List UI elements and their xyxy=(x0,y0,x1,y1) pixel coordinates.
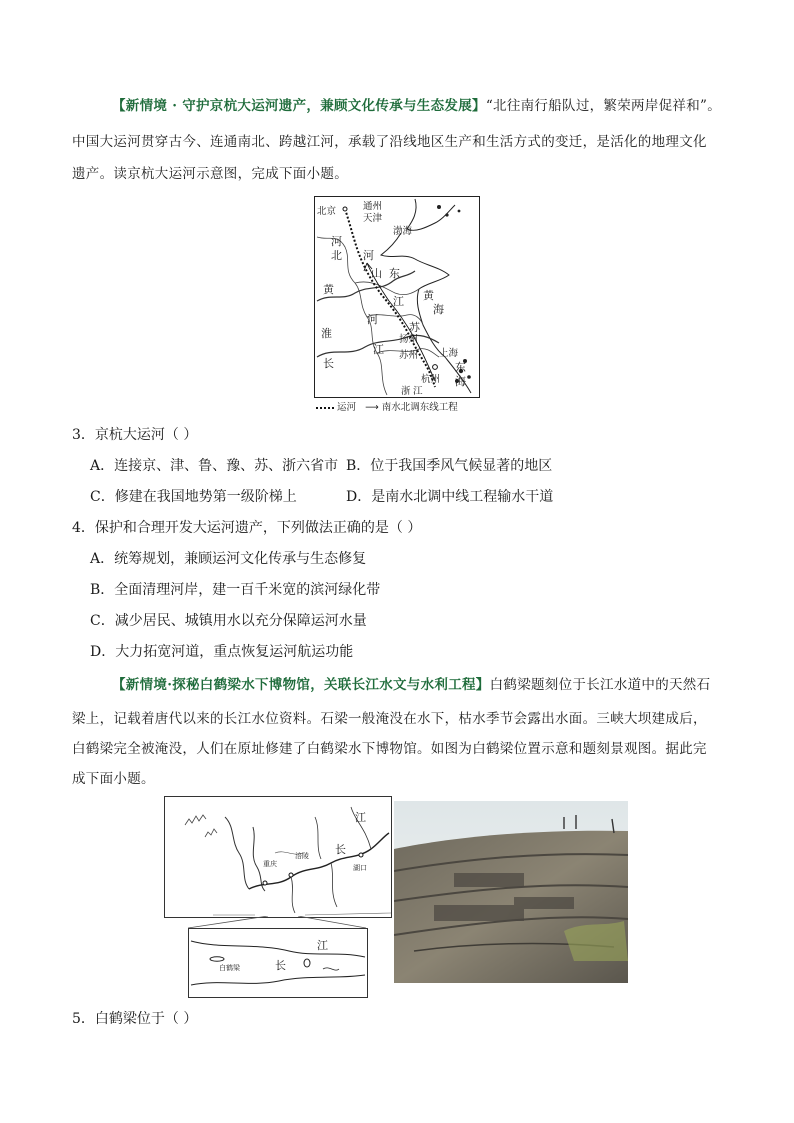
intro2-line1 xyxy=(112,672,752,699)
intro2-tag: 【新情境·探秘白鹤梁水下博物馆，关联长江水文与水利工程】 xyxy=(112,677,490,693)
grand-canal-map xyxy=(314,196,480,398)
q3-stem: 3．京杭大运河（ ） xyxy=(72,427,198,443)
label-he-2: 河 xyxy=(367,313,378,326)
yangtze-location-map xyxy=(164,796,392,918)
map2-label-chang: 长 xyxy=(335,843,346,856)
label-hangzhou: 杭州 xyxy=(421,374,441,385)
map3-label-jiang: 江 xyxy=(317,939,328,952)
label-donghai-2: 海 xyxy=(455,375,466,388)
q5-stem: 5．白鹤梁位于（ ） xyxy=(72,1011,198,1027)
label-huai: 淮 xyxy=(321,327,332,340)
q4-option-a[interactable]: A．统筹规划，兼顾运河文化传承与生态修复 xyxy=(90,551,367,567)
legend-canal-label: 运河 xyxy=(337,402,357,413)
label-huanghai-1: 黄 xyxy=(423,289,434,302)
label-shanghai: 上海 xyxy=(439,348,459,359)
baiheliang-zoom-map xyxy=(188,928,368,998)
intro2-line4: 成下面小题。 xyxy=(72,771,155,787)
label-chang: 长 xyxy=(323,357,334,370)
map3-label-baiheliang: 白鹤梁 xyxy=(219,964,240,972)
legend-project-label: 南水北调东线工程 xyxy=(381,402,458,413)
map2-label-fuling: 涪陵 xyxy=(295,852,309,860)
intro2-line2: 梁上，记载着唐代以来的长江水位资料。石梁一般淹没在水下，枯水季节会露出水面。三峡大坝建成后， xyxy=(72,711,707,727)
canal-legend-icon xyxy=(316,407,334,409)
q4-option-d[interactable]: D．大力拓宽河道，重点恢复运河航运功能 xyxy=(90,644,354,660)
intro1-line3: 遗产。读京杭大运河示意图，完成下面小题。 xyxy=(72,166,348,182)
label-shandong-2: 东 xyxy=(389,267,400,280)
q4-stem: 4．保护和合理开发大运河遗产，下列做法正确的是（ ） xyxy=(72,520,422,536)
label-huanghai-2: 海 xyxy=(433,303,444,316)
label-su: 苏 xyxy=(409,321,420,334)
intro1-tag: 【新情境 · 守护京杭大运河遗产，兼顾文化传承与生态发展】 xyxy=(112,98,486,114)
label-bohai: 渤海 xyxy=(393,226,413,237)
q4-option-c[interactable]: C．减少居民、城镇用水以充分保障运河水量 xyxy=(90,613,367,629)
label-donghai-1: 东 xyxy=(455,361,466,374)
intro1-line2: 中国大运河贯穿古今、连通南北、跨越江河，承载了沿线地区生产和生活方式的变迁，是活化的地理文化 xyxy=(72,134,707,150)
q3-option-b[interactable]: B．位于我国季风气候显著的地区 xyxy=(346,458,553,474)
label-hebei-1: 河 xyxy=(331,235,342,248)
label-jiang-3: 江 xyxy=(413,386,423,397)
label-zhe: 浙 xyxy=(401,386,411,397)
label-yangzhou: 扬州 xyxy=(399,334,419,345)
inscription-photo xyxy=(394,801,628,983)
q3-option-a[interactable]: A．连接京、津、鲁、豫、苏、浙六省市 xyxy=(90,458,339,474)
label-he: 河 xyxy=(363,249,374,262)
intro2-line3: 白鹤梁完全被淹没，人们在原址修建了白鹤梁水下博物馆。如图为白鹤梁位置示意和题刻景观图。据此完 xyxy=(72,741,707,757)
label-jiang-1: 江 xyxy=(393,295,404,308)
label-huang: 黄 xyxy=(323,283,334,296)
map1-legend xyxy=(316,399,458,413)
arrow-legend-icon: ⟶ xyxy=(365,402,379,413)
label-suzhou: 苏州 xyxy=(399,350,419,361)
intro2-line1-rest: 白鹤梁题刻位于长江水道中的天然石 xyxy=(489,677,711,693)
label-jiang-2: 江 xyxy=(373,343,384,356)
label-shandong-1: 山 xyxy=(371,267,382,280)
intro1-line1 xyxy=(112,93,752,120)
q4-option-b[interactable]: B．全面清理河岸，建一百千米宽的滨河绿化带 xyxy=(90,582,381,598)
label-tianjin: 天津 xyxy=(363,213,383,224)
inscription-photo-drawing xyxy=(394,801,628,983)
label-hebei-2: 北 xyxy=(331,249,342,262)
label-beijing: 北京 xyxy=(317,206,337,217)
map2-label-hukou: 湖口 xyxy=(353,864,367,872)
q3-option-c[interactable]: C．修建在我国地势第一级阶梯上 xyxy=(90,489,297,505)
intro1-quote: “北往南行船队过，繁荣两岸促祥和”。 xyxy=(485,98,722,114)
q3-option-d[interactable]: D．是南水北调中线工程输水干道 xyxy=(346,489,554,505)
map2-label-chongqing: 重庆 xyxy=(263,860,277,868)
map2-label-jiang: 江 xyxy=(355,811,366,824)
label-tongzhou: 通州 xyxy=(363,201,383,212)
map3-label-chang: 长 xyxy=(275,959,286,972)
